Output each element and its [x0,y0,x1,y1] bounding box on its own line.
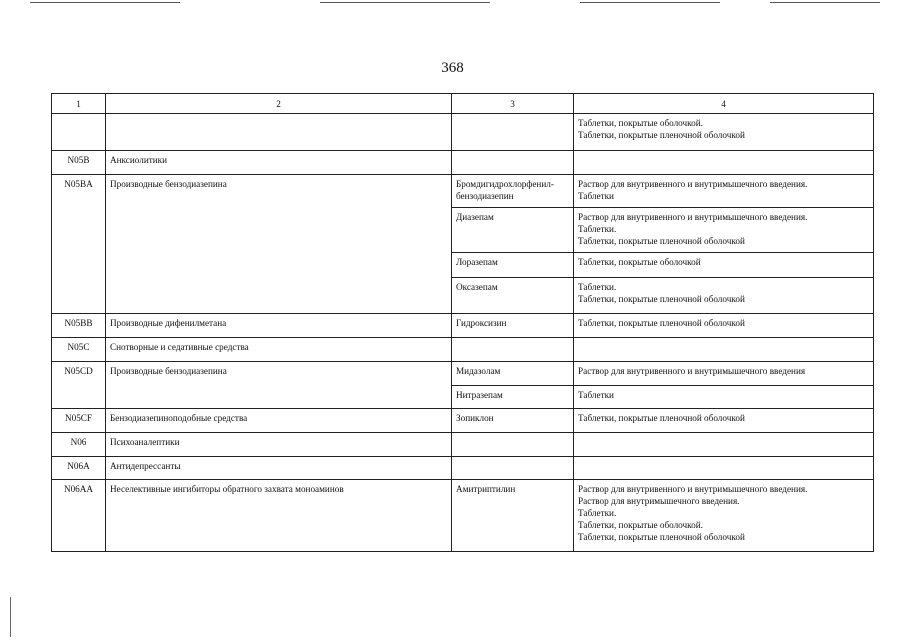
inn-cell [452,151,574,175]
inn-cell: Амитриптилин [452,480,574,552]
table-row [52,338,874,362]
table-row [52,314,874,338]
column-header: 3 [452,94,574,114]
scan-edge-mark [320,2,490,3]
dosage-form-cell: Раствор для внутривенного и внутримышечного введения. Таблетки. Таблетки, покрытые пленочной оболочкой [574,208,874,253]
dosage-form-cell: Таблетки [574,386,874,409]
scan-edge-mark [580,2,720,3]
group-name-cell: Снотворные и седативные средства [106,338,452,362]
inn-cell: Зопиклон [452,409,574,433]
dosage-form-cell [574,457,874,480]
inn-cell [452,433,574,457]
group-name-cell: Производные бензодиазепина [106,175,452,314]
dosage-form-cell: Таблетки, покрытые оболочкой. Таблетки, покрытые пленочной оболочкой [574,114,874,151]
inn-cell: Оксазепам [452,278,574,314]
atc-code-cell: N05B [52,151,106,175]
atc-code-cell: N06A [52,457,106,480]
drug-table [51,93,874,552]
group-name-cell: Психоаналептики [106,433,452,457]
table-header-row [52,94,874,114]
inn-cell [452,338,574,362]
group-name-cell: Неселективные ингибиторы обратного захвата моноаминов [106,480,452,552]
dosage-form-cell: Раствор для внутривенного и внутримышечного введения. Таблетки [574,175,874,208]
dosage-form-cell: Раствор для внутривенного и внутримышечного введения [574,362,874,386]
scan-edge-mark [10,597,11,637]
atc-code-cell: N05CF [52,409,106,433]
table-row [52,114,874,151]
inn-cell: Нитразепам [452,386,574,409]
inn-cell: Гидроксизин [452,314,574,338]
dosage-form-cell [574,433,874,457]
scan-edge-mark [30,2,180,3]
table-row [52,480,874,552]
atc-code-cell: N05BA [52,175,106,314]
group-name-cell [106,114,452,151]
column-header: 2 [106,94,452,114]
group-name-cell: Производные бензодиазепина [106,362,452,409]
page-number: 368 [441,60,464,76]
group-name-cell: Производные дифенилметана [106,314,452,338]
dosage-form-cell: Таблетки, покрытые оболочкой [574,253,874,278]
group-name-cell: Антидепрессанты [106,457,452,480]
inn-cell: Диазепам [452,208,574,253]
atc-code-cell: N05BB [52,314,106,338]
dosage-form-cell: Таблетки, покрытые пленочной оболочкой [574,409,874,433]
table-row [52,433,874,457]
column-header: 4 [574,94,874,114]
inn-cell: Бромдигидрохлорфенил- бензодиазепин [452,175,574,208]
table-row [52,457,874,480]
table-row [52,362,874,386]
dosage-form-cell: Раствор для внутривенного и внутримышечного введения. Раствор для внутримышечного введения. Таблетки. Таблетки, покрытые оболочкой. Таблетки, покрытые пленочной оболочкой [574,480,874,552]
dosage-form-cell [574,338,874,362]
table-row [52,175,874,208]
table-row [52,151,874,175]
column-header: 1 [52,94,106,114]
atc-code-cell: N05CD [52,362,106,409]
atc-code-cell: N06AA [52,480,106,552]
atc-code-cell: N06 [52,433,106,457]
table-row [52,409,874,433]
group-name-cell: Бензодиазепиноподобные средства [106,409,452,433]
inn-cell [452,457,574,480]
dosage-form-cell: Таблетки. Таблетки, покрытые пленочной оболочкой [574,278,874,314]
inn-cell: Мидазолам [452,362,574,386]
dosage-form-cell [574,151,874,175]
atc-code-cell [52,114,106,151]
dosage-form-cell: Таблетки, покрытые пленочной оболочкой [574,314,874,338]
group-name-cell: Анксиолитики [106,151,452,175]
atc-code-cell: N05C [52,338,106,362]
inn-cell [452,114,574,151]
inn-cell: Лоразепам [452,253,574,278]
scan-edge-mark [770,2,880,3]
